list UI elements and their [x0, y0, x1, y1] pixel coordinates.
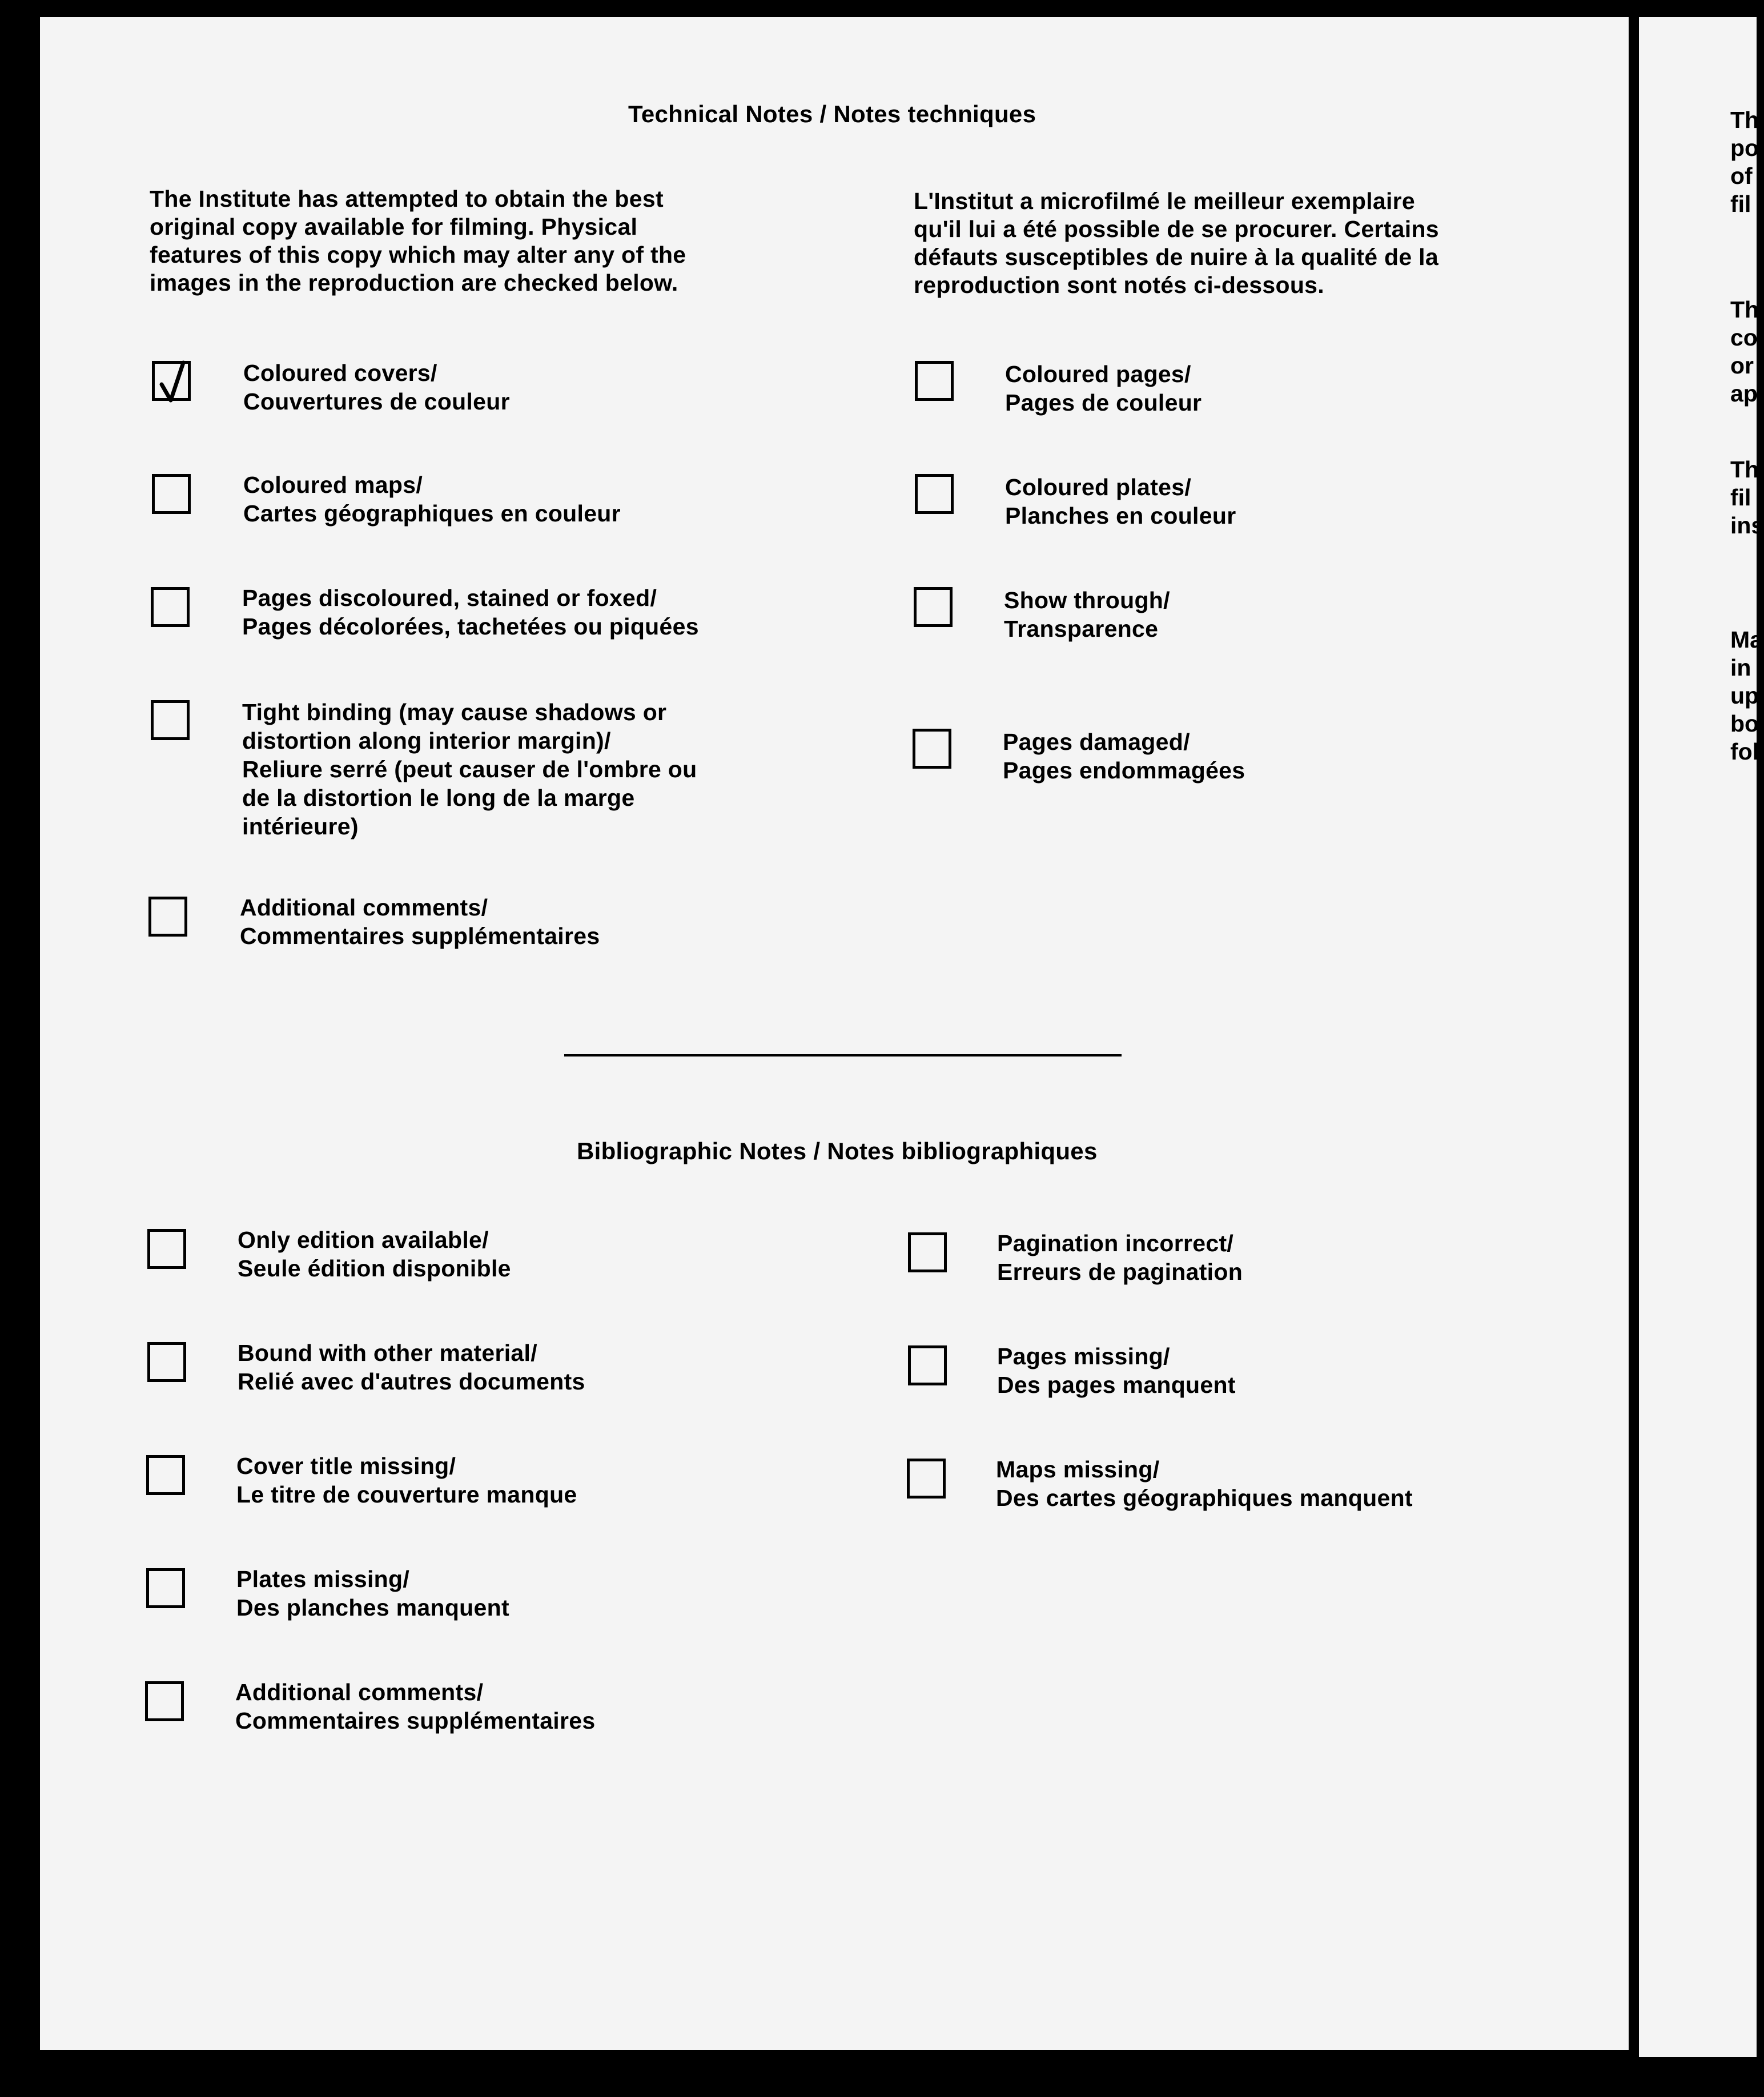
checkbox[interactable]: [915, 361, 954, 401]
left-page: [40, 17, 1629, 2050]
option-label: Pages discoloured, stained or foxed/ Pages décolorées, tachetées ou piquées: [242, 585, 699, 640]
checkbox[interactable]: [908, 1345, 947, 1385]
option-label: Plates missing/ Des planches manquent: [236, 1566, 509, 1621]
bibliographic-notes-heading: Bibliographic Notes / Notes bibliographiques: [577, 1138, 1098, 1164]
checkbox[interactable]: [151, 587, 190, 627]
right-fragment-group-1: Th po of fil: [1730, 107, 1759, 217]
option-label: Additional comments/ Commentaires supplémentaires: [240, 894, 600, 949]
checkbox[interactable]: [147, 1342, 186, 1382]
option-label: Only edition available/ Seule édition disponible: [238, 1227, 511, 1282]
section-divider: [564, 1054, 1122, 1056]
checkbox[interactable]: [152, 474, 191, 514]
checkbox[interactable]: [152, 361, 191, 401]
technical-intro-english: The Institute has attempted to obtain the best original copy available for filming. Physical features of this copy which may alter any of the images in the reproduction are checked below.: [150, 186, 686, 296]
checkbox[interactable]: [145, 1681, 184, 1721]
checkbox[interactable]: [146, 1455, 185, 1495]
option-label: Additional comments/ Commentaires supplémentaires: [235, 1679, 596, 1734]
right-fragment-group-2: Th co or ap: [1730, 296, 1759, 407]
checkbox[interactable]: [148, 897, 187, 937]
checkbox[interactable]: [147, 1229, 186, 1269]
checkmark-icon: [158, 360, 190, 405]
checkbox[interactable]: [146, 1568, 185, 1608]
option-label: Coloured plates/ Planches en couleur: [1005, 474, 1236, 529]
checkbox[interactable]: [907, 1459, 946, 1499]
option-label: Coloured covers/ Couvertures de couleur: [243, 360, 510, 415]
technical-notes-heading: Technical Notes / Notes techniques: [628, 101, 1036, 127]
option-label: Show through/ Transparence: [1004, 587, 1170, 642]
technical-intro-french: L'Institut a microfilmé le meilleur exemplaire qu'il lui a été possible de se procurer. Certains défauts susceptibles de nuire à la qualité de la reproduction sont notés ci-dessous.: [914, 188, 1439, 298]
option-label: Coloured maps/ Cartes géographiques en couleur: [243, 472, 621, 527]
option-label: Pages missing/ Des pages manquent: [997, 1343, 1236, 1398]
checkbox[interactable]: [913, 729, 951, 769]
checkbox[interactable]: [151, 700, 190, 740]
right-page-edge: [1639, 17, 1764, 2057]
option-label: Bound with other material/ Relié avec d'autres documents: [238, 1340, 585, 1395]
option-label: Cover title missing/ Le titre de couverture manque: [236, 1453, 577, 1508]
right-fragment-group-4: Ma in up bo fol: [1730, 626, 1763, 765]
option-label: Maps missing/ Des cartes géographiques manquent: [996, 1456, 1413, 1511]
option-label: Pages damaged/ Pages endommagées: [1003, 729, 1245, 784]
checkbox[interactable]: [914, 587, 953, 627]
option-label: Pagination incorrect/ Erreurs de pagination: [997, 1230, 1243, 1285]
right-fragment-group-3: Th fil ins: [1730, 456, 1764, 539]
checkbox[interactable]: [915, 474, 954, 514]
option-label: Coloured pages/ Pages de couleur: [1005, 361, 1202, 416]
checkbox[interactable]: [908, 1232, 947, 1272]
option-label: Tight binding (may cause shadows or distortion along interior margin)/ Reliure serré (peut causer de l'ombre ou de la distortion le long de la marge intérieure): [242, 699, 697, 839]
